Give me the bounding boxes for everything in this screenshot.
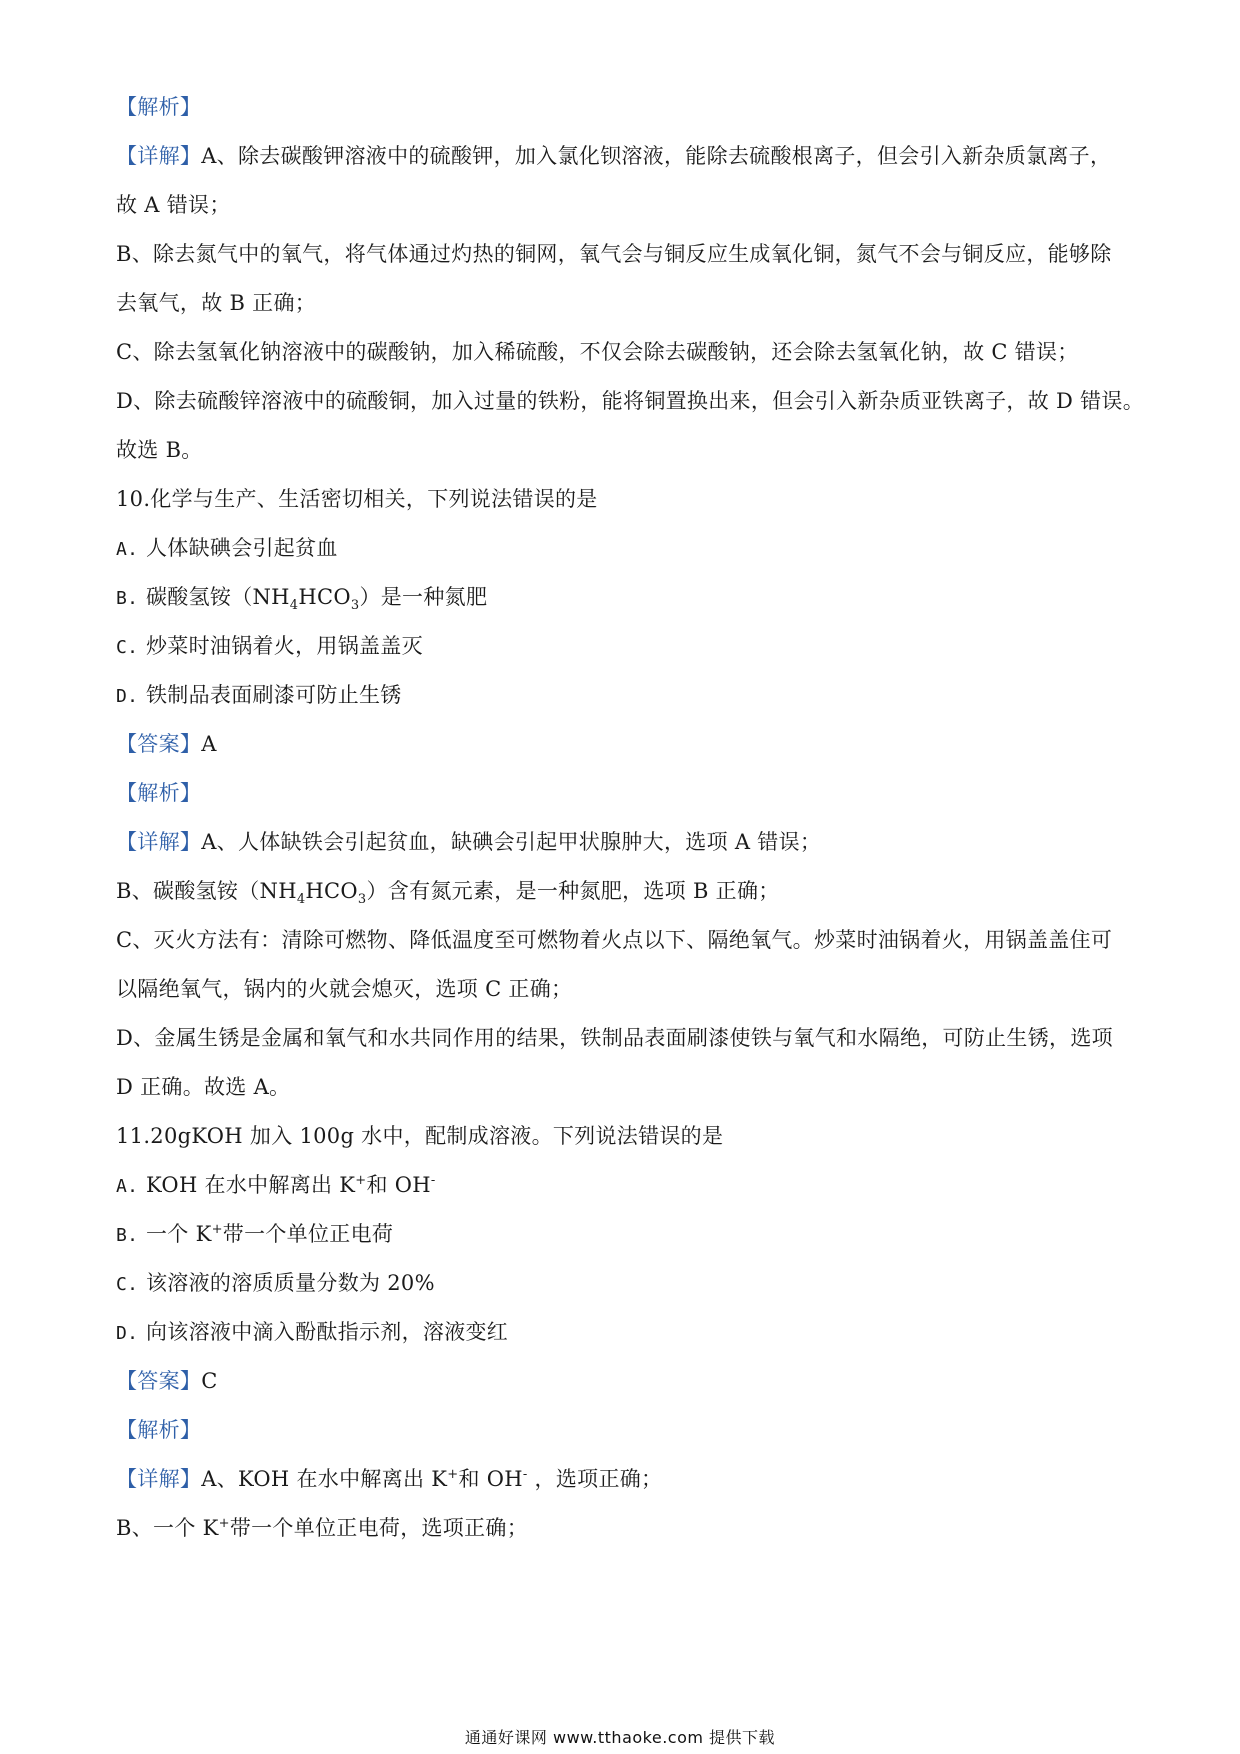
superscript: + bbox=[218, 1516, 230, 1531]
option-b bbox=[116, 582, 1136, 614]
question-11-stem bbox=[116, 1121, 1136, 1151]
answer-line-q10 bbox=[116, 729, 1136, 759]
detail-text: ，选项正确； bbox=[527, 1467, 663, 1491]
superscript: - bbox=[522, 1467, 528, 1482]
option-text: HCO bbox=[298, 585, 351, 609]
detail-text: 和 OH bbox=[458, 1467, 523, 1491]
analysis-heading-q10 bbox=[116, 778, 1136, 808]
detail-tag: 【详解】 bbox=[116, 1467, 202, 1491]
option-b bbox=[116, 1219, 1136, 1251]
analysis-heading-q11 bbox=[116, 1415, 1136, 1445]
option-text: 铁制品表面刷漆可防止生锈 bbox=[146, 683, 402, 707]
option-letter: D. bbox=[116, 1323, 139, 1344]
detail-text: A、人体缺铁会引起贫血，缺碘会引起甲状腺肿大，选项 A 错误； bbox=[201, 830, 822, 854]
option-d bbox=[116, 680, 1136, 712]
text-line bbox=[116, 1513, 1136, 1543]
text-line bbox=[116, 974, 1136, 1004]
option-letter: B. bbox=[116, 588, 139, 609]
answer-value: C bbox=[201, 1369, 218, 1393]
footer-watermark: 通通好课网 www.tthaoke.com 提供下载 bbox=[464, 1728, 776, 1747]
text-line bbox=[116, 925, 1136, 955]
question-text: 10.化学与生产、生活密切相关，下列说法错误的是 bbox=[116, 487, 598, 511]
detail-text: A、KOH 在水中解离出 K bbox=[201, 1467, 448, 1491]
option-letter: A. bbox=[116, 1176, 139, 1197]
answer-tag: 【答案】 bbox=[116, 1369, 202, 1393]
superscript: + bbox=[211, 1222, 223, 1237]
text-line bbox=[116, 337, 1136, 367]
analysis-tag: 【解析】 bbox=[116, 781, 202, 805]
text: 带一个单位正电荷，选项正确； bbox=[229, 1516, 529, 1540]
option-letter: B. bbox=[116, 1225, 139, 1246]
text: C、除去氢氧化钠溶液中的碳酸钠，加入稀硫酸，不仅会除去碳酸钠，还会除去氢氧化钠，故 C 错误； bbox=[116, 340, 1079, 364]
answer-value: A bbox=[201, 732, 217, 756]
text: B、碳酸氢铵（NH bbox=[116, 879, 297, 903]
text: D 正确。故选 A。 bbox=[116, 1075, 291, 1099]
text: 去氧气，故 B 正确； bbox=[116, 291, 317, 315]
option-a bbox=[116, 533, 1136, 565]
answer-tag: 【答案】 bbox=[116, 732, 202, 756]
analysis-tag: 【解析】 bbox=[116, 1418, 202, 1442]
text: D、金属生锈是金属和氧气和水共同作用的结果，铁制品表面刷漆使铁与氧气和水隔绝，可防止生锈，选项 bbox=[116, 1026, 1113, 1050]
text: 以隔绝氧气，锅内的火就会熄灭，选项 C 正确； bbox=[116, 977, 573, 1001]
text-line bbox=[116, 288, 1136, 318]
question-10-stem bbox=[116, 484, 1136, 514]
detail-text: A、除去碳酸钾溶液中的硫酸钾，加入氯化钡溶液，能除去硫酸根离子，但会引入新杂质氯离子， bbox=[201, 144, 1112, 168]
subscript: 3 bbox=[350, 598, 360, 614]
option-text: 人体缺碘会引起贫血 bbox=[146, 536, 338, 560]
detail-tag: 【详解】 bbox=[116, 144, 202, 168]
conclusion-line bbox=[116, 1072, 1136, 1102]
subscript: 3 bbox=[357, 892, 367, 908]
superscript: + bbox=[355, 1173, 367, 1188]
option-a bbox=[116, 1170, 1136, 1202]
detail-line bbox=[116, 141, 1136, 171]
text: 故选 B。 bbox=[116, 438, 203, 462]
option-letter: A. bbox=[116, 539, 139, 560]
text: B、除去氮气中的氧气，将气体通过灼热的铜网，氧气会与铜反应生成氧化铜，氮气不会与铜反应，能够除 bbox=[116, 242, 1112, 266]
option-text: 和 OH bbox=[366, 1173, 431, 1197]
option-letter: C. bbox=[116, 1274, 139, 1295]
conclusion-line bbox=[116, 435, 1136, 465]
option-text: ）是一种氮肥 bbox=[359, 585, 488, 609]
superscript: - bbox=[430, 1173, 436, 1188]
text: 故 A 错误； bbox=[116, 193, 231, 217]
text-line bbox=[116, 239, 1136, 269]
text-line bbox=[116, 386, 1145, 416]
subscript: 4 bbox=[296, 892, 306, 908]
text: HCO bbox=[305, 879, 358, 903]
question-text: 11.20gKOH 加入 100g 水中，配制成溶液。下列说法错误的是 bbox=[116, 1124, 724, 1148]
subscript: 4 bbox=[289, 598, 299, 614]
text-line bbox=[116, 190, 1136, 220]
text: C、灭火方法有：清除可燃物、降低温度至可燃物着火点以下、隔绝氧气。炒菜时油锅着火，用锅盖盖住可 bbox=[116, 928, 1113, 952]
text: D、除去硫酸锌溶液中的硫酸铜，加入过量的铁粉，能将铜置换出来，但会引入新杂质亚铁离子，故 D 错误。 bbox=[116, 389, 1145, 413]
option-c bbox=[116, 631, 1136, 663]
option-c bbox=[116, 1268, 1136, 1300]
text: ）含有氮元素，是一种氮肥，选项 B 正确； bbox=[366, 879, 780, 903]
option-text: 一个 K bbox=[146, 1222, 212, 1246]
option-letter: D. bbox=[116, 686, 139, 707]
option-text: 向该溶液中滴入酚酞指示剂，溶液变红 bbox=[146, 1320, 509, 1344]
option-text: 炒菜时油锅着火，用锅盖盖灭 bbox=[146, 634, 423, 658]
analysis-tag: 【解析】 bbox=[116, 95, 202, 119]
option-text: KOH 在水中解离出 K bbox=[146, 1173, 356, 1197]
option-text: 该溶液的溶质质量分数为 20% bbox=[146, 1271, 435, 1295]
option-text: 带一个单位正电荷 bbox=[222, 1222, 394, 1246]
detail-tag: 【详解】 bbox=[116, 830, 202, 854]
option-text: 碳酸氢铵（NH bbox=[146, 585, 290, 609]
text: B、一个 K bbox=[116, 1516, 219, 1540]
analysis-heading-q9 bbox=[116, 92, 1136, 122]
detail-line bbox=[116, 827, 1136, 857]
answer-line-q11 bbox=[116, 1366, 1136, 1396]
option-letter: C. bbox=[116, 637, 139, 658]
superscript: + bbox=[447, 1467, 459, 1482]
text-line bbox=[116, 876, 1136, 906]
option-d bbox=[116, 1317, 1136, 1349]
text-line bbox=[116, 1023, 1136, 1053]
detail-line bbox=[116, 1464, 1136, 1494]
